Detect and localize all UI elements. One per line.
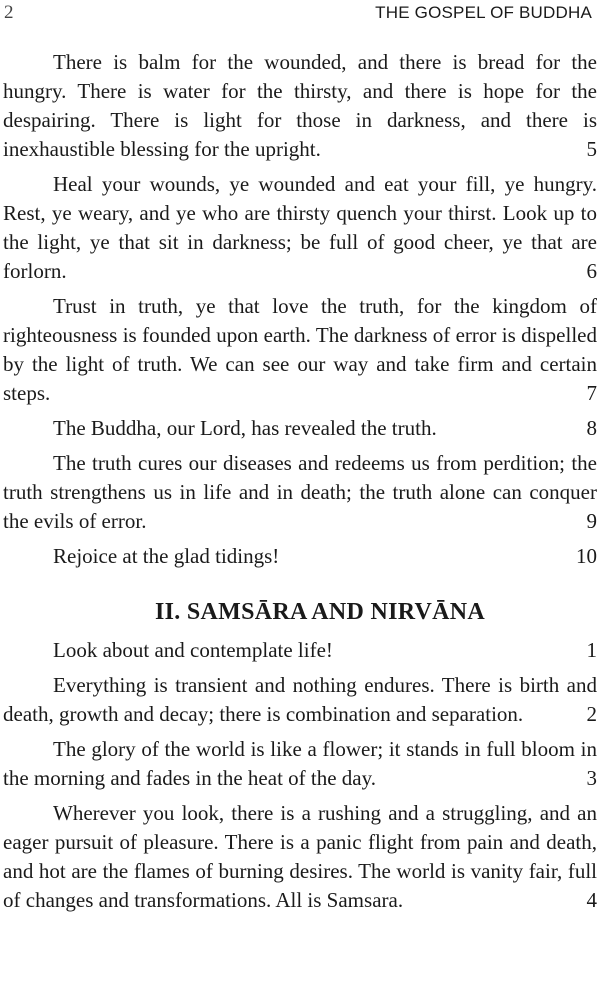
verse-number: 5 — [586, 137, 597, 161]
verse-text: Rejoice at the glad tidings! — [53, 544, 280, 568]
verse — [3, 449, 597, 536]
verse — [3, 414, 597, 443]
verse — [3, 542, 597, 571]
verse-number: 3 — [586, 766, 597, 790]
verse-text: The truth cures our diseases and redeems us from perdition; the truth strengthens us in life and in death; the truth alone can conquer the evils of error. — [3, 451, 597, 533]
verse-text: Everything is transient and nothing endures. There is birth and death, growth and decay; there is combination and separation. — [3, 673, 597, 726]
page-number: 2 — [4, 2, 14, 23]
running-head: THE GOSPEL OF BUDDHA — [375, 3, 592, 22]
verse-text: Look about and contemplate life! — [53, 638, 333, 662]
verse-number: 2 — [586, 702, 597, 726]
verse-number: 4 — [586, 888, 597, 912]
verse-number: 1 — [586, 638, 597, 662]
verse — [3, 735, 597, 793]
verse — [3, 671, 597, 729]
verse-text: The glory of the world is like a flower; it stands in full bloom in the morning and fades in the heat of the day. — [3, 737, 597, 790]
verse-text: Trust in truth, ye that love the truth, for the kingdom of righteousness is founded upon earth. The darkness of error is dispelled by the light of truth. We can see our way and take firm and certain steps. — [3, 294, 597, 405]
verse-text: There is balm for the wounded, and there is bread for the hungry. There is water for the thirsty, and there is hope for the despairing. There is light for those in darkness, and there is inexhaustible blessing for the upright. — [3, 50, 597, 161]
verse-number: 6 — [586, 259, 597, 283]
verse — [3, 636, 597, 665]
verse-text: The Buddha, our Lord, has revealed the truth. — [53, 416, 437, 440]
verse — [3, 292, 597, 408]
verse-number: 9 — [586, 509, 597, 533]
page-content — [3, 48, 597, 921]
page-header — [0, 2, 600, 24]
section-title: II. SAMSĀRA AND NIRVĀNA — [154, 599, 486, 625]
verse-number: 7 — [586, 381, 597, 405]
verse-text: Wherever you look, there is a rushing and a struggling, and an eager pursuit of pleasure. There is a panic flight from pain and death, and hot are the flames of burning desires. The world is vanity fair, full of changes and transformations. All is Samsara. — [3, 801, 597, 912]
verse-number: 8 — [586, 416, 597, 440]
verse-text: Heal your wounds, ye wounded and eat your fill, ye hungry. Rest, ye weary, and ye who are thirsty quench your thirst. Look up to the light, ye that sit in darkness; be full of good cheer, ye that are forlorn. — [3, 172, 597, 283]
verse — [3, 48, 597, 164]
verse — [3, 799, 597, 915]
verse-number: 10 — [576, 544, 597, 568]
verse — [3, 170, 597, 286]
